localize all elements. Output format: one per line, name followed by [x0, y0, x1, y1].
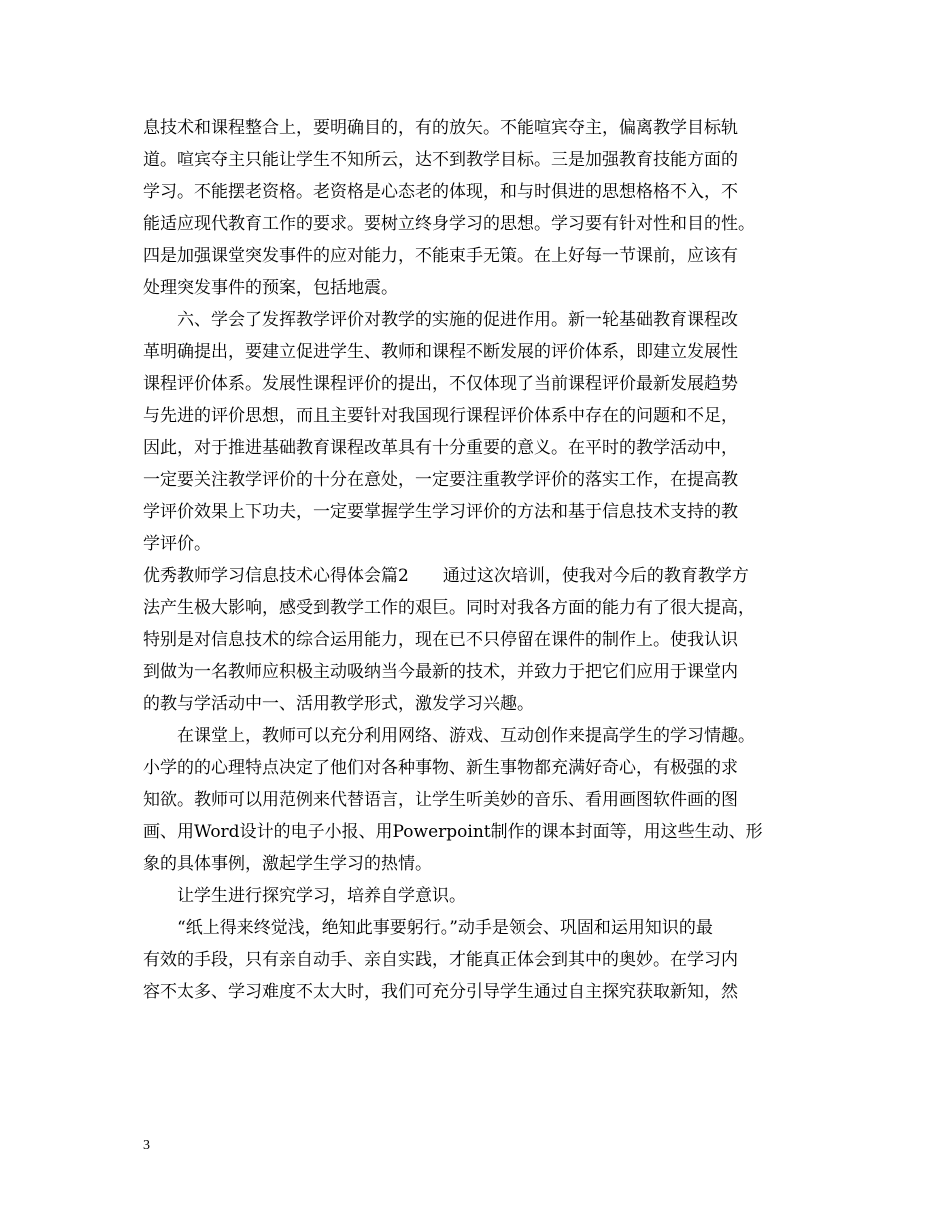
body-text [143, 112, 818, 1008]
text-line: 与先进的评价思想，而且主要针对我国现行课程评价体系中存在的问题和不足， [143, 406, 738, 426]
text-line: 到做为一名教师应积极主动吸纳当今最新的技术，并致力于把它们应用于课堂内 [143, 662, 738, 682]
text-line: 六、学会了发挥教学评价对教学的实施的促进作用。新一轮基础教育课程改 [143, 310, 738, 330]
text-line: 学评价效果上下功夫，一定要掌握学生学习评价的方法和基于信息技术支持的教 [143, 502, 738, 522]
text-line: 知欲。教师可以用范例来代替语言，让学生听美妙的音乐、看用画图软件画的图 [143, 790, 738, 810]
text-line: 在课堂上，教师可以充分利用网络、游戏、互动创作来提高学生的学习情趣。 [143, 726, 755, 746]
text-line: 有效的手段，只有亲自动手、亲自实践，才能真正体会到其中的奥妙。在学习内 [143, 950, 738, 970]
text-line: 法产生极大影响，感受到教学工作的艰巨。同时对我各方面的能力有了很大提高， [143, 598, 755, 618]
text-line: 因此，对于推进基础教育课程改革具有十分重要的意义。在平时的教学活动中， [143, 438, 738, 458]
text-line: 让学生进行探究学习，培养自学意识。 [143, 886, 466, 906]
page-number: 3 [143, 1138, 150, 1153]
text-line: 革明确提出，要建立促进学生、教师和课程不断发展的评价体系，即建立发展性 [143, 342, 738, 362]
text-line: 息技术和课程整合上，要明确目的，有的放矢。不能喧宾夺主，偏离教学目标轨 [143, 118, 738, 138]
text-line: 容不太多、学习难度不太大时，我们可充分引导学生通过自主探究获取新知，然 [143, 982, 738, 1002]
text-line: 学习。不能摆老资格。老资格是心态老的体现，和与时俱进的思想格格不入，不 [143, 182, 738, 202]
text-line: 画、用Word设计的电子小报、用Powerpoint制作的课本封面等，用这些生动、形 [143, 822, 763, 842]
text-line: 小学的的心理特点决定了他们对各种事物、新生事物都充满好奇心，有极强的求 [143, 758, 738, 778]
text-line: 一定要关注教学评价的十分在意处，一定要注重教学评价的落实工作，在提高教 [143, 470, 738, 490]
text-line: 的教与学活动中一、活用教学形式，激发学习兴趣。 [143, 694, 534, 714]
text-line: 学评价。 [143, 534, 211, 554]
text-line: 象的具体事例，激起学生学习的热情。 [143, 854, 432, 874]
text-line: 道。喧宾夺主只能让学生不知所云，达不到教学目标。三是加强教育技能方面的 [143, 150, 738, 170]
text-line: “纸上得来终觉浅，绝知此事要躬行。”动手是领会、巩固和运用知识的最 [143, 918, 713, 938]
text-line: 四是加强课堂突发事件的应对能力，不能束手无策。在上好每一节课前，应该有 [143, 246, 738, 266]
text-line: 能适应现代教育工作的要求。要树立终身学习的思想。学习要有针对性和目的性。 [143, 214, 755, 234]
text-line: 处理突发事件的预案，包括地震。 [143, 278, 398, 298]
text-line: 优秀教师学习信息技术心得体会篇2 通过这次培训，使我对今后的教育教学方 [143, 566, 749, 586]
text-line: 课程评价体系。发展性课程评价的提出，不仅体现了当前课程评价最新发展趋势 [143, 374, 738, 394]
text-line: 特别是对信息技术的综合运用能力，现在已不只停留在课件的制作上。使我认识 [143, 630, 738, 650]
